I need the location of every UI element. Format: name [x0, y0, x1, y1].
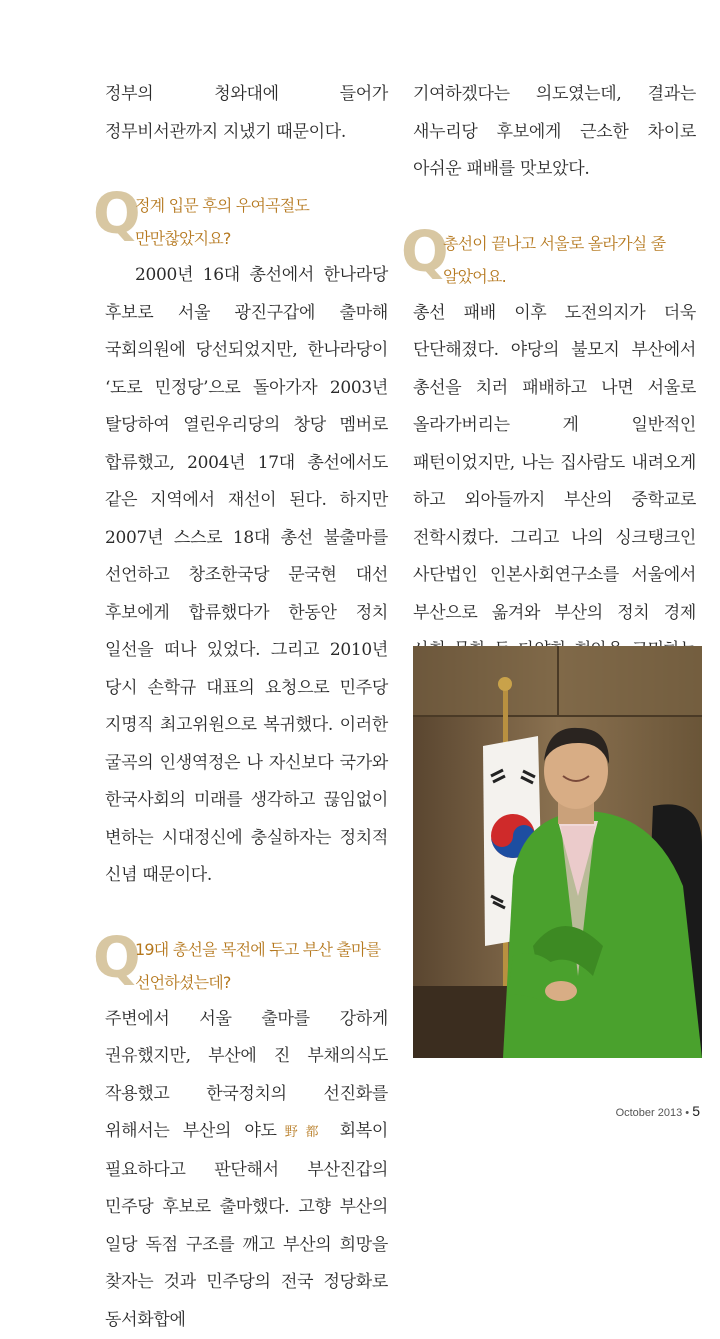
qa-block-2: [105, 933, 388, 1339]
hanja-annotation: 野都: [277, 1125, 327, 1140]
question-heading: 총선이 끝나고 서울로 올라가실 줄 알았어요.: [413, 227, 696, 293]
left-column: [105, 76, 388, 1339]
answer-text: 회복이 필요하다고 판단해서 부산진갑의 민주당 후보로 출마했다. 고향 부산의 일당 독점 구조를 깨고 부산의 희망을 찾자는 것과 민주당의 전국 정당화로 동서화합에: [105, 1121, 388, 1330]
q-mark-icon: Q: [93, 187, 141, 243]
q-mark-icon: Q: [401, 225, 449, 281]
intro-paragraph: 정부의 청와대에 들어가 정무비서관까지 지냈기 때문이다.: [105, 76, 388, 151]
answer-paragraph: 2000년 16대 총선에서 한나라당 후보로 서울 광진구갑에 출마해 국회의원에 당선되었지만, 한나라당이 ‘도로 민정당’으로 돌아가자 2003년 탈당하여 열린우리당의 창당 멤버로 합류했고, 2004년 17대 총선에서도 같은 지역에서 재선이 된다. 하지만 2007년 스스로 18대 총선 불출마를 선언하고 창조한국당 문국현 대선 후보에게 합류했다가 한동안 정치 일선을 떠나 있었다. 그리고 2010년 당시 손학규 대표의 요청으로 민주당 지명직 최고위원으로 복귀했다. 이러한 굴곡의 인생역정은 나 자신보다 국가와 한국사회의 미래를 생각하고 끊임없이 변하는 시대정신에 충실하자는 정치적 신념 때문이다.: [105, 257, 388, 895]
answer-text: 주변에서 서울 출마를 강하게 권유했지만, 부산에 진 부채의식도 작용했고 한국정치의 선진화를 위해서는 부산의 야도: [105, 1009, 388, 1142]
footer-bullet: •: [685, 1107, 689, 1119]
issue-label: October 2013: [616, 1107, 683, 1119]
question-heading: 19대 총선을 목전에 두고 부산 출마를 선언하셨는데?: [105, 933, 388, 999]
answer-paragraph: 총선 패배 이후 도전의지가 더욱 단단해졌다. 야당의 불모지 부산에서 총선을 치러 패배하고 나면 서울로 올라가버리는 게 일반적인 패턴이었지만, 나는 집사람도 내려오게 하고 외아들까지 부산의 중학교로 전학시켰다. 그리고 나의 싱크탱크인 사단법인 인본사회연구소를 서울에서 부산으로 옮겨와 부산의 정치 경제: [413, 295, 696, 745]
continued-paragraph: 기여하겠다는 의도였는데, 결과는 새누리당 후보에게 근소한 차이로 아쉬운 패배를 맛보았다.: [413, 76, 696, 189]
right-column: [413, 76, 696, 745]
question-heading: 정계 입문 후의 우여곡절도 만만찮았지요?: [105, 189, 388, 255]
portrait-photo: [413, 646, 702, 1058]
page-number: 5: [692, 1103, 700, 1119]
qa-block-1: [105, 189, 388, 895]
page-footer: [616, 1103, 700, 1119]
answer-paragraph: [105, 1001, 388, 1339]
q-mark-icon: Q: [93, 931, 141, 987]
portrait-illustration: [413, 646, 702, 1058]
